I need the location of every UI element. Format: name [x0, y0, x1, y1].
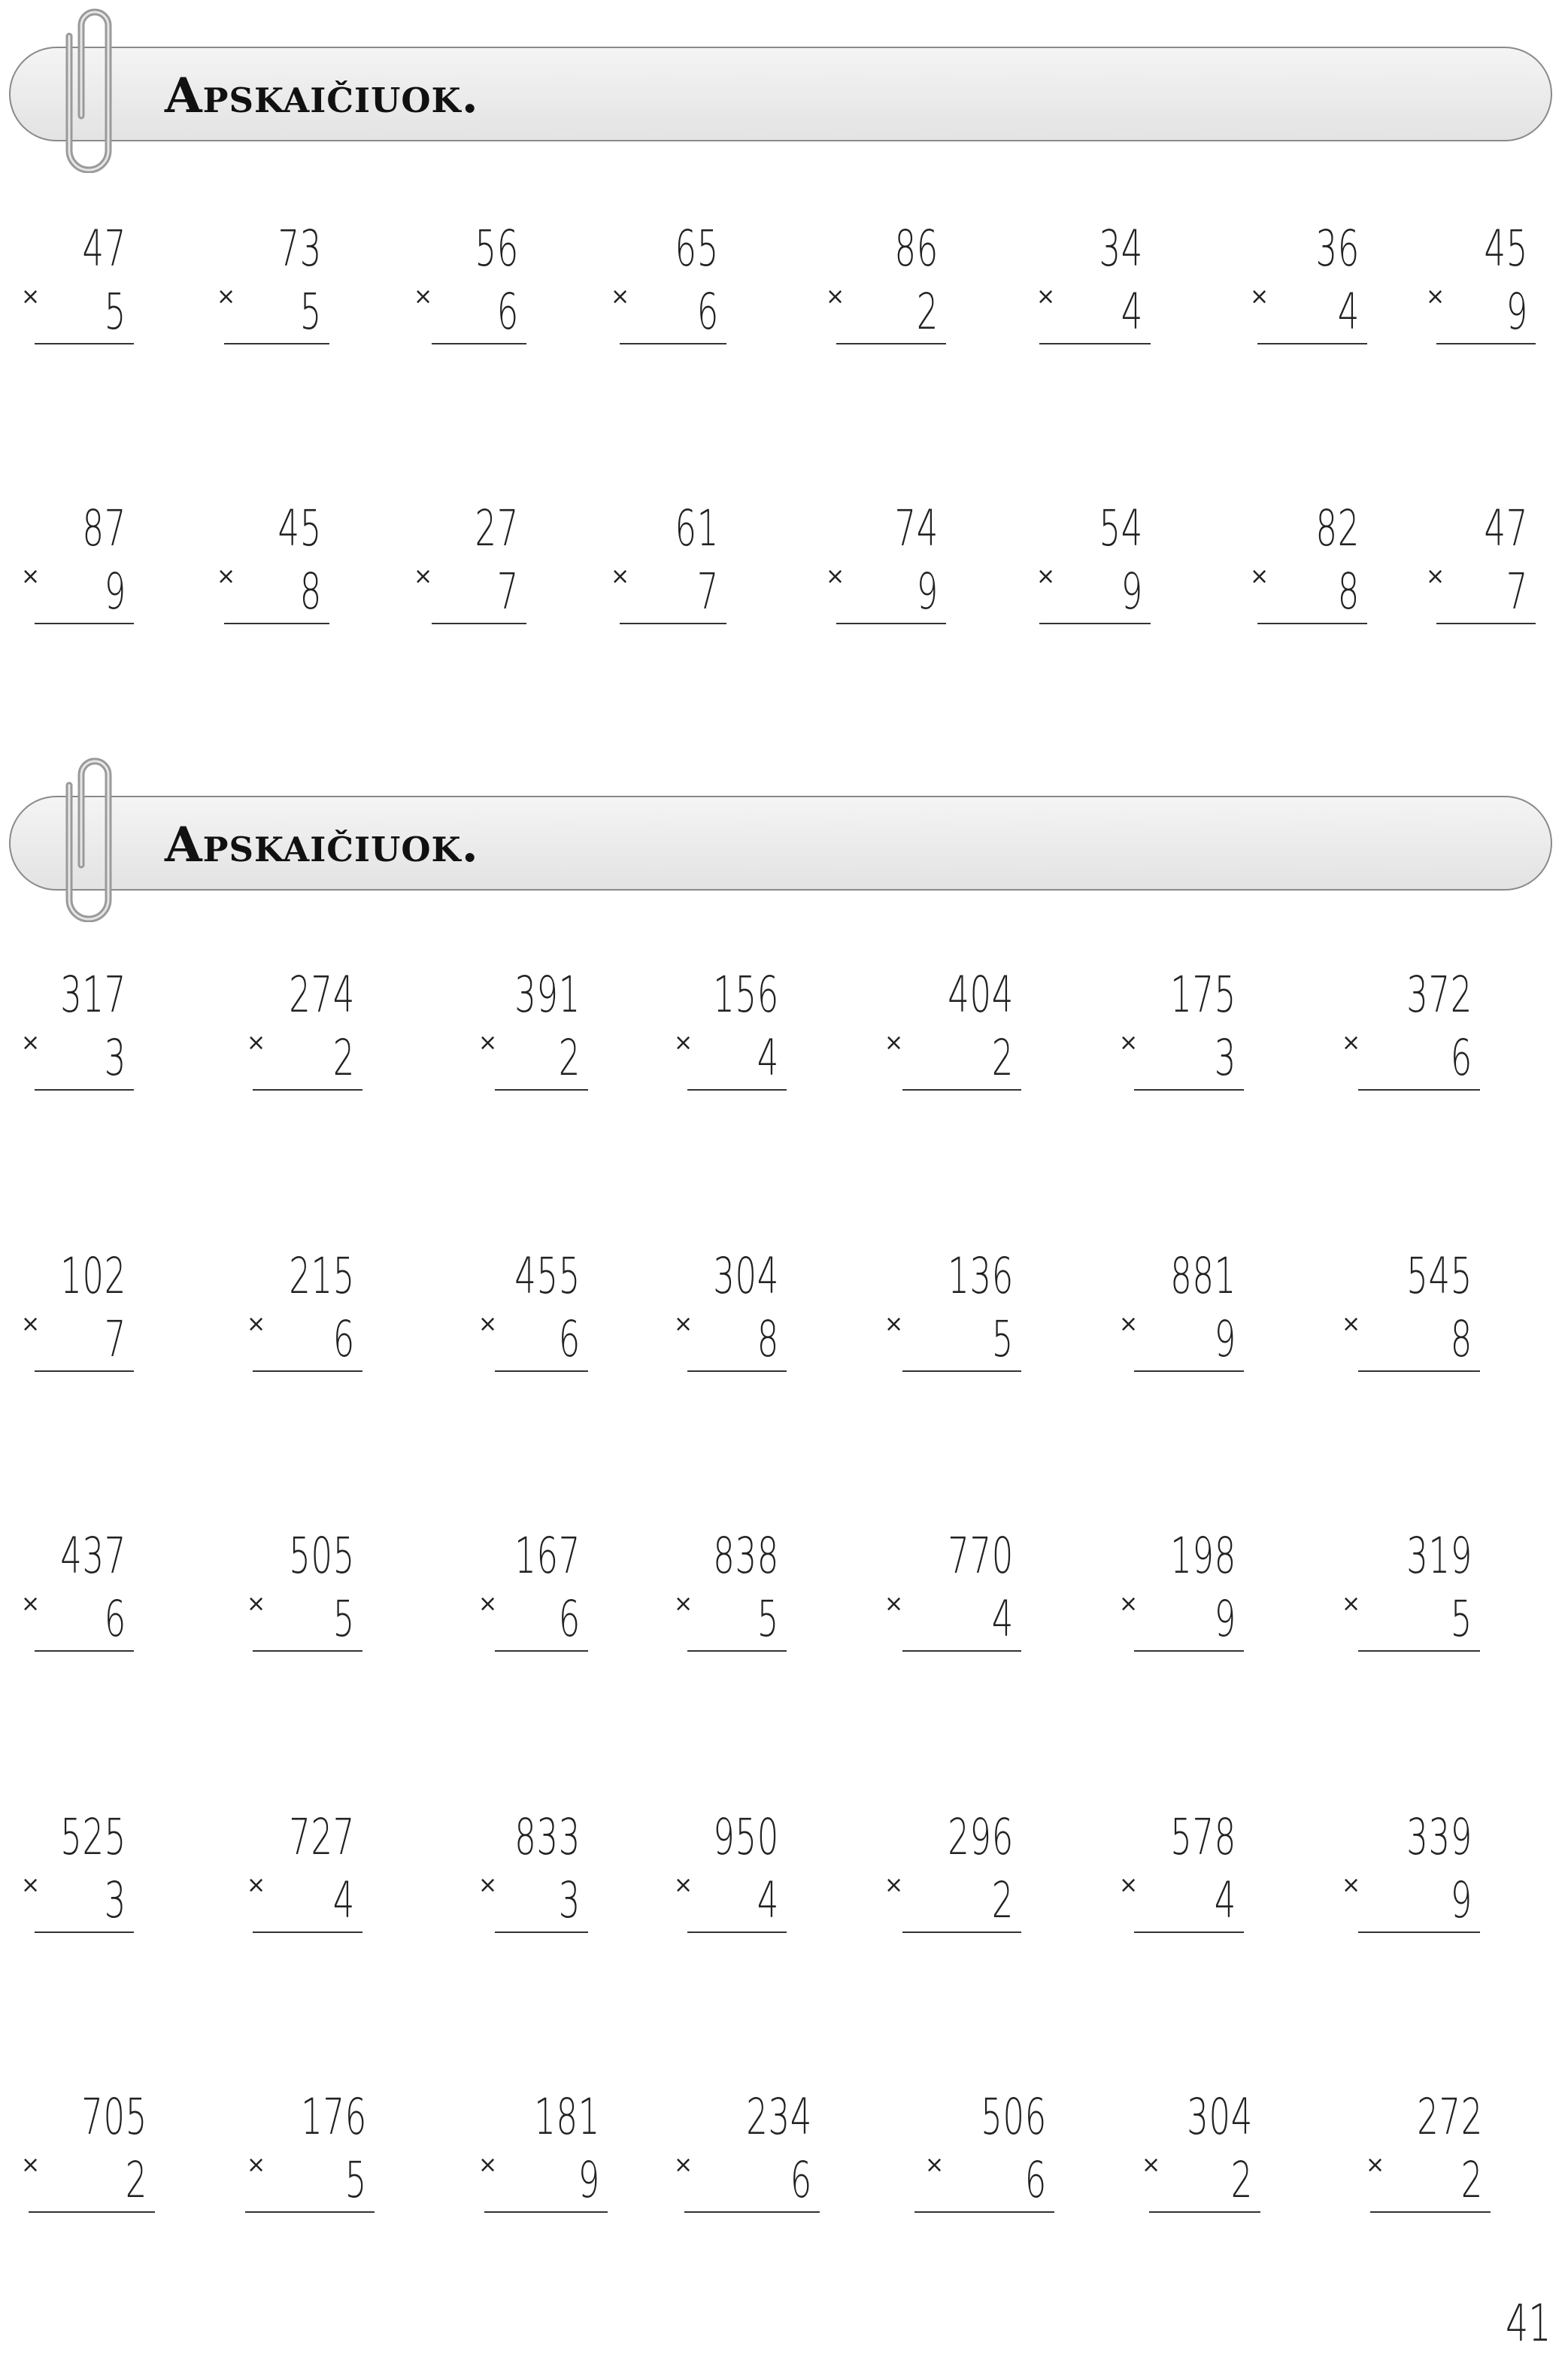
answer-line: [1257, 623, 1367, 624]
multiplicand: 136: [948, 1247, 1014, 1305]
answer-line: [35, 1370, 134, 1372]
multiplication-problem: [217, 499, 322, 624]
multiplier: 7: [1506, 563, 1528, 621]
multiplication-problem: [826, 220, 939, 344]
multiplication-problem: [217, 220, 322, 344]
multiplier: 2: [125, 2151, 147, 2209]
multiplicand: 296: [948, 1808, 1014, 1866]
answer-line: [1436, 623, 1536, 624]
multiply-sign: ×: [1426, 284, 1445, 310]
multiplier: 2: [916, 283, 939, 341]
multiply-sign: ×: [826, 284, 845, 310]
multiply-sign: ×: [247, 2152, 266, 2178]
multiplicand: 73: [278, 220, 322, 278]
multiply-sign: ×: [21, 1591, 41, 1617]
multiplication-problem: [478, 966, 581, 1091]
multiplicand: 317: [60, 966, 126, 1024]
multiply-sign: ×: [826, 563, 845, 590]
multiplier: 5: [332, 1590, 355, 1648]
multiplier: 7: [696, 563, 719, 621]
multiplier: 8: [299, 563, 322, 621]
multiplier: 2: [1230, 2151, 1253, 2209]
multiplication-problem: [1119, 1808, 1236, 1933]
multiply-sign: ×: [478, 1311, 498, 1337]
multiplicand: 304: [713, 1247, 779, 1305]
multiplier: 6: [496, 283, 519, 341]
multiplication-problem: [1366, 2088, 1483, 2213]
multiplicand: 372: [1406, 966, 1472, 1024]
multiplicand: 215: [289, 1247, 355, 1305]
multiplication-problem: [21, 499, 126, 624]
multiplication-problem: [1250, 499, 1360, 624]
answer-line: [687, 1089, 787, 1091]
multiply-sign: ×: [925, 2152, 945, 2178]
multiply-sign: ×: [247, 1872, 266, 1898]
answer-line: [836, 623, 946, 624]
multiply-sign: ×: [1250, 284, 1269, 310]
multiplier: 6: [1450, 1029, 1472, 1087]
multiplicand: 198: [1170, 1527, 1236, 1585]
answer-line: [687, 1931, 787, 1933]
multiplication-problem: [247, 1808, 355, 1933]
section-1-banner: [9, 47, 1552, 141]
multiplier: 4: [1214, 1871, 1236, 1929]
multiplicand: 578: [1170, 1808, 1236, 1866]
multiplier: 8: [1450, 1310, 1472, 1368]
answer-line: [253, 1931, 362, 1933]
paperclip-icon: [59, 3, 119, 173]
multiply-sign: ×: [611, 284, 630, 310]
multiplier: 4: [1121, 283, 1143, 341]
multiplier: 9: [1450, 1871, 1472, 1929]
answer-line: [432, 623, 526, 624]
answer-line: [35, 1089, 134, 1091]
multiplication-problem: [1250, 220, 1360, 344]
multiplicand: 234: [746, 2088, 812, 2146]
multiply-sign: ×: [1342, 1311, 1361, 1337]
multiply-sign: ×: [674, 1311, 693, 1337]
multiply-sign: ×: [674, 1030, 693, 1056]
multiplier: 5: [1450, 1590, 1472, 1648]
multiplicand: 34: [1099, 220, 1143, 278]
multiplication-problem: [247, 1247, 355, 1372]
multiplier: 2: [1460, 2151, 1483, 2209]
multiplicand: 47: [1484, 499, 1528, 557]
multiplication-problem: [1342, 1527, 1472, 1652]
multiply-sign: ×: [674, 1872, 693, 1898]
answer-line: [620, 623, 726, 624]
answer-line: [495, 1089, 588, 1091]
section-1-title: Apskaičiuok.: [165, 68, 479, 124]
multiplier: 6: [332, 1310, 355, 1368]
multiplier: 4: [332, 1871, 355, 1929]
answer-line: [902, 1089, 1021, 1091]
multiplication-problem: [1036, 499, 1143, 624]
multiply-sign: ×: [884, 1311, 904, 1337]
multiplier: 4: [757, 1871, 779, 1929]
multiply-sign: ×: [611, 563, 630, 590]
multiplicand: 102: [60, 1247, 126, 1305]
answer-line: [687, 1370, 787, 1372]
multiplication-problem: [1342, 1808, 1472, 1933]
multiplicand: 274: [289, 966, 355, 1024]
answer-line: [432, 343, 526, 344]
multiply-sign: ×: [21, 284, 41, 310]
multiplier: 6: [558, 1590, 581, 1648]
multiplication-problem: [674, 1808, 779, 1933]
multiplicand: 156: [713, 966, 779, 1024]
answer-line: [1257, 343, 1367, 344]
multiplication-problem: [674, 1247, 779, 1372]
answer-line: [687, 1650, 787, 1652]
multiplicand: 61: [675, 499, 719, 557]
answer-line: [29, 2211, 155, 2213]
multiply-sign: ×: [884, 1591, 904, 1617]
multiply-sign: ×: [1366, 2152, 1385, 2178]
answer-line: [1436, 343, 1536, 344]
answer-line: [684, 2211, 820, 2213]
multiplication-problem: [884, 966, 1014, 1091]
multiply-sign: ×: [1036, 284, 1056, 310]
multiplication-problem: [611, 499, 719, 624]
multiply-sign: ×: [217, 284, 236, 310]
multiplication-problem: [826, 499, 939, 624]
multiplication-problem: [884, 1247, 1014, 1372]
multiply-sign: ×: [247, 1591, 266, 1617]
answer-line: [253, 1370, 362, 1372]
section-2-banner: [9, 796, 1552, 891]
multiply-sign: ×: [1426, 563, 1445, 590]
section-2-title: Apskaičiuok.: [165, 817, 479, 873]
multiplicand: 506: [981, 2088, 1047, 2146]
answer-line: [620, 343, 726, 344]
multiply-sign: ×: [884, 1030, 904, 1056]
multiplier: 9: [1121, 563, 1143, 621]
answer-line: [1358, 1370, 1480, 1372]
answer-line: [245, 2211, 375, 2213]
multiplication-problem: [674, 2088, 812, 2213]
multiplicand: 36: [1315, 220, 1360, 278]
multiplication-problem: [414, 499, 519, 624]
multiply-sign: ×: [478, 2152, 498, 2178]
multiplication-problem: [611, 220, 719, 344]
multiplier: 2: [991, 1871, 1014, 1929]
multiplication-problem: [1036, 220, 1143, 344]
multiplicand: 339: [1406, 1808, 1472, 1866]
multiplier: 6: [696, 283, 719, 341]
multiply-sign: ×: [674, 1591, 693, 1617]
multiplier: 2: [991, 1029, 1014, 1087]
multiplication-problem: [21, 1808, 126, 1933]
multiplier: 9: [916, 563, 939, 621]
multiplicand: 87: [82, 499, 126, 557]
multiplication-problem: [1426, 220, 1528, 344]
multiply-sign: ×: [478, 1872, 498, 1898]
multiplication-problem: [478, 1247, 581, 1372]
answer-line: [484, 2211, 608, 2213]
multiply-sign: ×: [478, 1030, 498, 1056]
answer-line: [35, 1650, 134, 1652]
multiplication-problem: [674, 966, 779, 1091]
multiplicand: 65: [675, 220, 719, 278]
multiplication-problem: [1426, 499, 1528, 624]
answer-line: [35, 1931, 134, 1933]
multiply-sign: ×: [1119, 1591, 1139, 1617]
multiplicand: 175: [1170, 966, 1236, 1024]
multiply-sign: ×: [478, 1591, 498, 1617]
multiplicand: 54: [1099, 499, 1143, 557]
multiplicand: 455: [514, 1247, 581, 1305]
multiplication-problem: [1342, 1247, 1472, 1372]
multiplicand: 770: [948, 1527, 1014, 1585]
multiplier: 2: [332, 1029, 355, 1087]
answer-line: [224, 623, 329, 624]
multiplicand: 881: [1170, 1247, 1236, 1305]
multiply-sign: ×: [1342, 1872, 1361, 1898]
multiplicand: 319: [1406, 1527, 1472, 1585]
multiplication-problem: [478, 1527, 581, 1652]
multiplier: 4: [991, 1590, 1014, 1648]
multiplicand: 27: [475, 499, 519, 557]
multiplier: 9: [1506, 283, 1528, 341]
multiplication-problem: [21, 966, 126, 1091]
page-number: 41: [1506, 2294, 1551, 2353]
multiplication-problem: [247, 966, 355, 1091]
multiplication-problem: [1142, 2088, 1253, 2213]
paperclip-icon: [59, 752, 119, 922]
multiplier: 3: [558, 1871, 581, 1929]
answer-line: [495, 1931, 588, 1933]
multiplicand: 838: [713, 1527, 779, 1585]
answer-line: [495, 1650, 588, 1652]
multiplier: 9: [1214, 1310, 1236, 1368]
multiplier: 3: [1214, 1029, 1236, 1087]
multiplicand: 56: [475, 220, 519, 278]
multiplier: 7: [104, 1310, 126, 1368]
multiply-sign: ×: [1250, 563, 1269, 590]
multiplicand: 176: [301, 2088, 367, 2146]
multiplicand: 404: [948, 966, 1014, 1024]
multiplicand: 181: [534, 2088, 600, 2146]
answer-line: [1039, 623, 1151, 624]
answer-line: [1358, 1931, 1480, 1933]
multiplicand: 82: [1315, 499, 1360, 557]
answer-line: [1358, 1089, 1480, 1091]
multiplicand: 272: [1417, 2088, 1483, 2146]
multiply-sign: ×: [1119, 1311, 1139, 1337]
answer-line: [253, 1650, 362, 1652]
multiply-sign: ×: [884, 1872, 904, 1898]
multiplicand: 833: [514, 1808, 581, 1866]
answer-line: [253, 1089, 362, 1091]
multiplier: 8: [1337, 563, 1360, 621]
multiplication-problem: [247, 2088, 367, 2213]
multiplicand: 950: [713, 1808, 779, 1866]
answer-line: [902, 1370, 1021, 1372]
answer-line: [35, 343, 134, 344]
multiplier: 5: [757, 1590, 779, 1648]
multiplication-problem: [21, 2088, 147, 2213]
multiplicand: 505: [289, 1527, 355, 1585]
multiply-sign: ×: [1119, 1030, 1139, 1056]
multiplication-problem: [1342, 966, 1472, 1091]
multiplier: 5: [344, 2151, 367, 2209]
multiplicand: 45: [1484, 220, 1528, 278]
multiplicand: 304: [1187, 2088, 1253, 2146]
answer-line: [1039, 343, 1151, 344]
answer-line: [1134, 1650, 1244, 1652]
multiplier: 9: [1214, 1590, 1236, 1648]
multiply-sign: ×: [217, 563, 236, 590]
multiplicand: 545: [1406, 1247, 1472, 1305]
multiplication-problem: [21, 1247, 126, 1372]
answer-line: [914, 2211, 1054, 2213]
multiplier: 5: [991, 1310, 1014, 1368]
answer-line: [35, 623, 134, 624]
multiplier: 4: [757, 1029, 779, 1087]
multiply-sign: ×: [1142, 2152, 1161, 2178]
multiply-sign: ×: [1342, 1030, 1361, 1056]
multiplication-problem: [247, 1527, 355, 1652]
answer-line: [1134, 1089, 1244, 1091]
answer-line: [836, 343, 946, 344]
multiplication-problem: [21, 220, 126, 344]
multiply-sign: ×: [21, 2152, 41, 2178]
multiplier: 6: [790, 2151, 812, 2209]
multiply-sign: ×: [21, 1311, 41, 1337]
multiply-sign: ×: [247, 1311, 266, 1337]
multiplication-problem: [1119, 1247, 1236, 1372]
multiply-sign: ×: [247, 1030, 266, 1056]
answer-line: [902, 1650, 1021, 1652]
multiplication-problem: [21, 1527, 126, 1652]
multiply-sign: ×: [21, 1030, 41, 1056]
multiplier: 2: [558, 1029, 581, 1087]
multiply-sign: ×: [1342, 1591, 1361, 1617]
multiplication-problem: [1119, 966, 1236, 1091]
multiplicand: 705: [81, 2088, 147, 2146]
multiplication-problem: [884, 1527, 1014, 1652]
multiplicand: 74: [894, 499, 939, 557]
multiplier: 5: [104, 283, 126, 341]
multiplication-problem: [884, 1808, 1014, 1933]
multiplication-problem: [1119, 1527, 1236, 1652]
answer-line: [495, 1370, 588, 1372]
multiplication-problem: [925, 2088, 1047, 2213]
answer-line: [902, 1931, 1021, 1933]
answer-line: [1370, 2211, 1491, 2213]
multiplier: 7: [496, 563, 519, 621]
multiply-sign: ×: [1119, 1872, 1139, 1898]
multiplier: 9: [104, 563, 126, 621]
multiplication-problem: [478, 2088, 600, 2213]
multiplicand: 525: [60, 1808, 126, 1866]
answer-line: [224, 343, 329, 344]
multiplier: 3: [104, 1871, 126, 1929]
multiplicand: 437: [60, 1527, 126, 1585]
multiplier: 3: [104, 1029, 126, 1087]
multiplicand: 391: [514, 966, 581, 1024]
answer-line: [1358, 1650, 1480, 1652]
answer-line: [1134, 1370, 1244, 1372]
multiplier: 5: [299, 283, 322, 341]
multiplicand: 86: [894, 220, 939, 278]
multiplicand: 167: [514, 1527, 581, 1585]
multiplier: 9: [578, 2151, 600, 2209]
multiplier: 6: [558, 1310, 581, 1368]
multiply-sign: ×: [414, 284, 433, 310]
multiply-sign: ×: [414, 563, 433, 590]
multiplicand: 45: [278, 499, 322, 557]
multiplier: 4: [1337, 283, 1360, 341]
multiplicand: 727: [289, 1808, 355, 1866]
multiply-sign: ×: [1036, 563, 1056, 590]
multiplication-problem: [478, 1808, 581, 1933]
multiplication-problem: [674, 1527, 779, 1652]
multiply-sign: ×: [674, 2152, 693, 2178]
multiplier: 6: [104, 1590, 126, 1648]
multiplier: 6: [1024, 2151, 1047, 2209]
multiply-sign: ×: [21, 1872, 41, 1898]
multiplication-problem: [414, 220, 519, 344]
answer-line: [1134, 1931, 1244, 1933]
multiplicand: 47: [82, 220, 126, 278]
answer-line: [1149, 2211, 1260, 2213]
multiply-sign: ×: [21, 563, 41, 590]
multiplier: 8: [757, 1310, 779, 1368]
